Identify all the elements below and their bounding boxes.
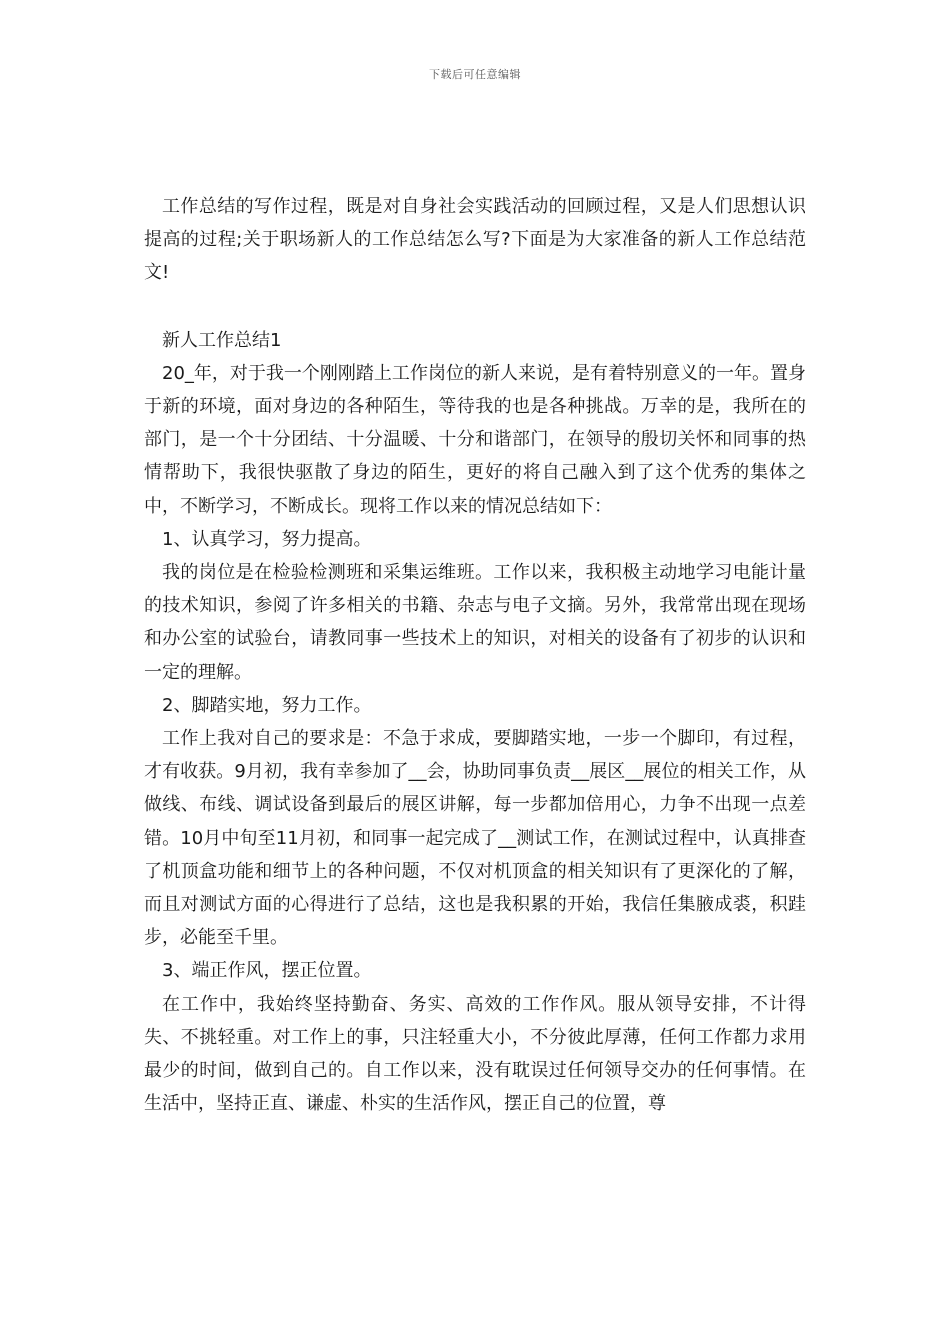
body-paragraph: 在工作中，我始终坚持勤奋、务实、高效的工作作风。服从领导安排，不计得失、不挑轻重。对工作上的事，只注轻重大小，不分彼此厚薄，任何工作都力求用最少的时间，做到自己的。自工作以来，没有耽误过任何领导交办的任何事情。在生活中，坚持正直、谦虚、朴实的生活作风，摆正自己的位置，尊 [144, 993, 806, 1115]
subheading-1: 1、认真学习，努力提高。 [162, 528, 372, 550]
page-header-note: 下载后可任意编辑 [429, 68, 521, 81]
intro-paragraph: 工作总结的写作过程，既是对自身社会实践活动的回顾过程，又是人们思想认识提高的过程;关于职场新人的工作总结怎么写?下面是为大家准备的新人工作总结范文! [144, 196, 806, 284]
document-body [144, 190, 806, 1120]
body-paragraph: 工作上我对自己的要求是：不急于求成，要脚踏实地，一步一个脚印，有过程，才有收获。9月初，我有幸参加了__会，协助同事负责__展区__展位的相关工作，从做线、布线、调试设备到最后的展区讲解，每一步都加倍用心，力争不出现一点差错。10月中旬至11月初，和同事一起完成了__测试工作，在测试过程中，认真排查了机顶盒功能和细节上的各种问题，不仅对机顶盒的相关知识有了更深化的了解，而且对测试方面的心得进行了总结，这也是我积累的开始，我信任集腋成裘，积跬步，必能至千里。 [144, 728, 806, 949]
body-paragraph: 我的岗位是在检验检测班和采集运维班。工作以来，我积极主动地学习电能计量的技术知识，参阅了许多相关的书籍、杂志与电子文摘。另外，我常常出现在现场和办公室的试验台，请教同事一些技术上的知识，对相关的设备有了初步的认识和一定的理解。 [144, 562, 806, 683]
subheading-2: 2、脚踏实地，努力工作。 [162, 694, 372, 716]
subheading-3: 3、端正作风，摆正位置。 [162, 960, 372, 982]
paragraph-spacer [144, 290, 806, 324]
body-paragraph: 20_年，对于我一个刚刚踏上工作岗位的新人来说，是有着特别意义的一年。置身于新的环境，面对身边的各种陌生，等待我的也是各种挑战。万幸的是，我所在的部门，是一个十分团结、十分温暖、十分和谐部门，在领导的殷切关怀和同事的热情帮助下，我很快驱散了身边的陌生，更好的将自己融入到了这个优秀的集体之中，不断学习，不断成长。现将工作以来的情况总结如下： [144, 362, 806, 517]
section-title: 新人工作总结1 [162, 329, 282, 351]
